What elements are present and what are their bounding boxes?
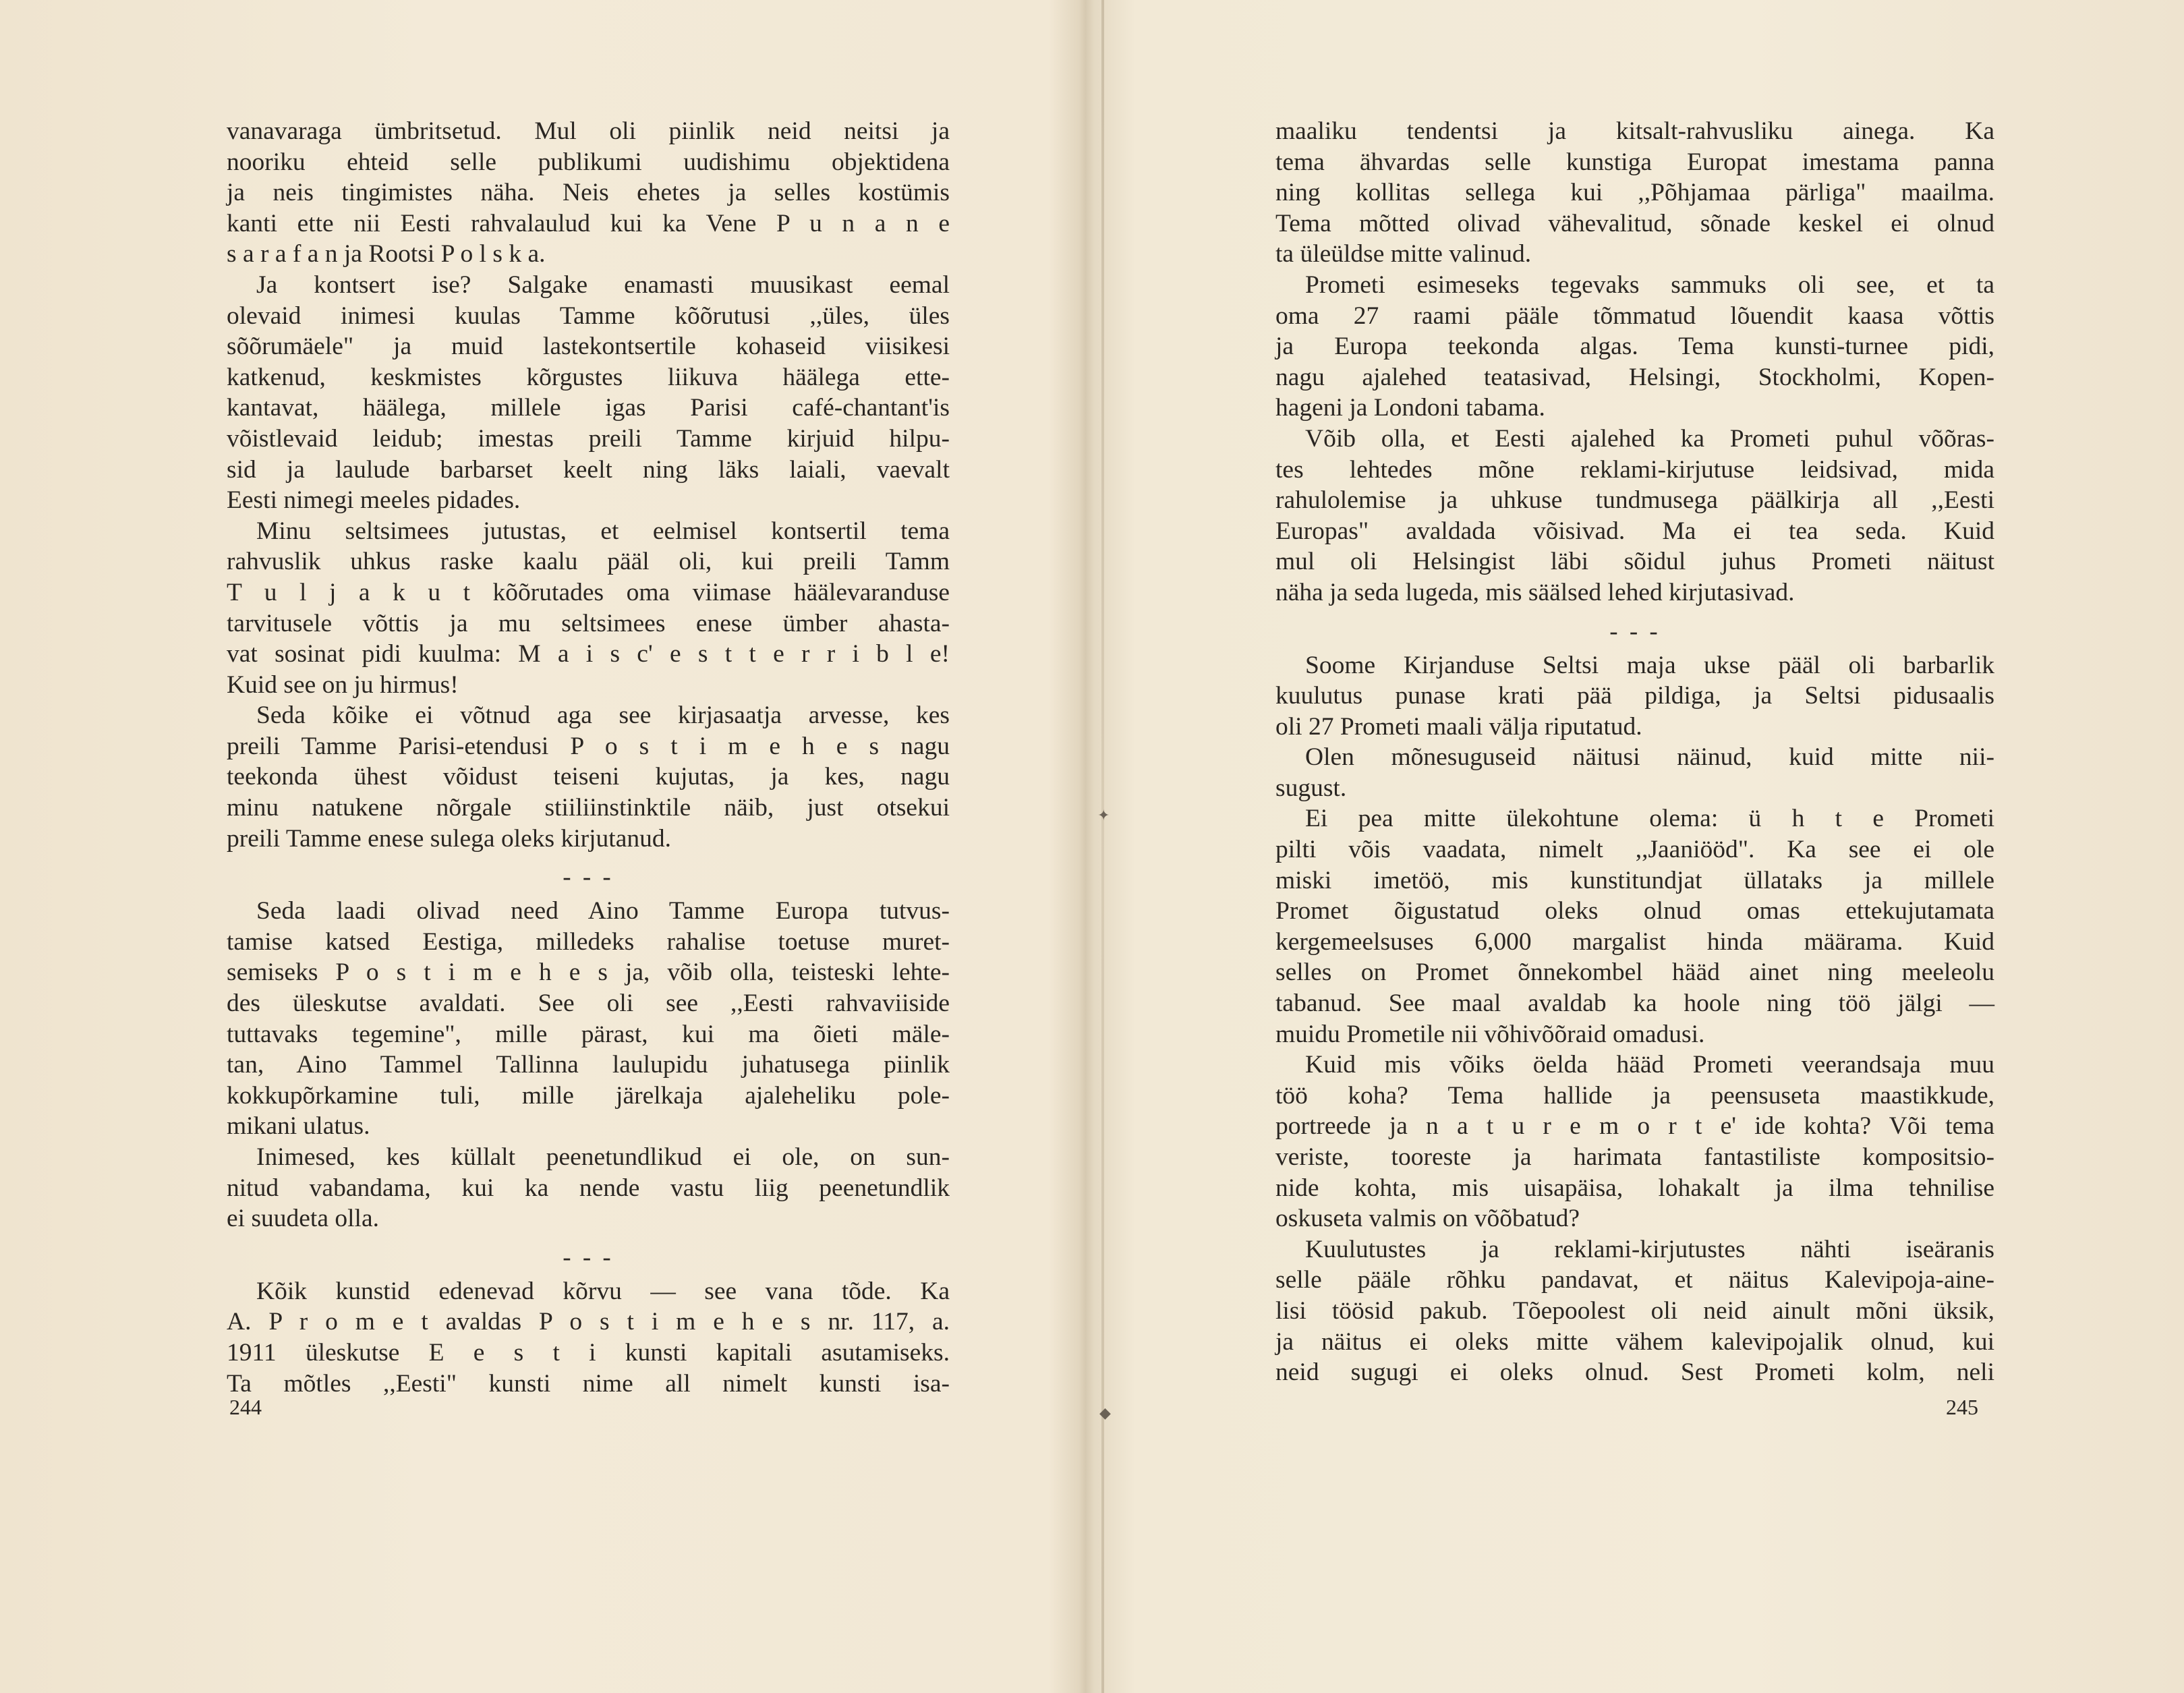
- text-line: Prometi esimeseks tegevaks sammuks oli see, et ta: [1305, 270, 1994, 299]
- text-line: Seda laadi olivad need Aino Tamme Europa tutvus-: [256, 897, 950, 925]
- text-line: oli 27 Prometi maali välja riputatud.: [1275, 712, 1642, 741]
- text-line: vanavaraga ümbritsetud. Mul oli piinlik neid neitsi ja: [227, 117, 950, 145]
- text-line: kergemeelsuses 6,000 margalist hinda määrama. Kuid: [1275, 927, 1994, 956]
- text-line: Kuulutustes ja reklami-kirjutustes nähti iseäranis: [1305, 1235, 1994, 1263]
- text-line: selle pääle rõhku pandavat, et näitus Kalevipoja-aine-: [1275, 1266, 1994, 1294]
- text-line: T u l j a k u t kõõrutades oma viimase häälevaranduse: [227, 578, 950, 606]
- text-line: Olen mõnesuguseid näitusi näinud, kuid mitte nii-: [1305, 743, 1994, 772]
- text-line: Eesti nimegi meeles pidades.: [227, 486, 521, 515]
- text-line: Tema mõtted olivad vähevalitud, sõnade keskel ei olnud: [1275, 209, 1994, 237]
- text-line: s a r a f a n ja Rootsi P o l s k a.: [227, 240, 546, 268]
- text-line: 1911 üleskutse E e s t i kunsti kapitali asutamiseks.: [227, 1338, 950, 1367]
- text-line: nide kohta, mis uisapäisa, lohakalt ja ilma tehnilise: [1275, 1174, 1994, 1202]
- text-line: ja neis tingimistes näha. Neis ehetes ja selles kostümis: [227, 179, 950, 207]
- book-gutter: [1101, 0, 1104, 1693]
- section-separator: - - -: [563, 1243, 614, 1271]
- section-separator: - - -: [563, 863, 614, 892]
- text-line: Ei pea mitte ülekohtune olema: ü h t e Prometi: [1305, 805, 1994, 833]
- left-page-text: [227, 116, 950, 1399]
- text-line: des üleskutse avaldati. See oli see ,,Eesti rahvaviiside: [227, 989, 950, 1018]
- text-line: vat sosinat pidi kuulma: M a i s c' e s t t e r r i b l e!: [227, 640, 950, 668]
- text-line: tarvitusele võttis ja mu seltsimees enese ümber ahasta-: [227, 609, 950, 637]
- text-line: võistlevaid leidub; imestas preili Tamme kirjuid hilpu-: [227, 424, 950, 453]
- text-line: ei suudeta olla.: [227, 1205, 379, 1233]
- text-line: tan, Aino Tammel Tallinna laulupidu juhatusega piinlik: [227, 1051, 950, 1079]
- text-line: Kuid mis võiks öelda hääd Prometi veerandsaja muu: [1305, 1051, 1994, 1079]
- text-line: kuulutus punase krati pää pildiga, ja Seltsi pidusaalis: [1275, 682, 1994, 710]
- text-line: tabanud. See maal avaldab ka hoole ning töö jälgi —: [1275, 989, 1994, 1018]
- text-line: mul oli Helsingist läbi sõidul juhus Prometi näitust: [1275, 548, 1994, 576]
- right-page-number: 245: [1946, 1395, 1978, 1419]
- text-line: ja näitus ei oleks mitte vähem kalevipojalik olnud, kui: [1275, 1327, 1994, 1356]
- left-page-number: 244: [229, 1395, 262, 1419]
- gutter-mark: ✦: [1097, 807, 1110, 824]
- text-line: hageni ja Londoni tabama.: [1275, 394, 1545, 422]
- text-line: oma 27 raami pääle tõmmatud lõuendit kaasa võttis: [1275, 302, 1994, 330]
- text-line: tema ähvardas selle kunstiga Europat imestama panna: [1275, 148, 1994, 176]
- text-line: töö koha? Tema hallide ja peensuseta maastikkude,: [1275, 1081, 1994, 1110]
- text-line: preili Tamme Parisi-etendusi P o s t i m e h e s nagu: [227, 732, 950, 760]
- text-line: nooriku ehteid selle publikumi uudishimu objektidena: [227, 148, 950, 176]
- text-line: pilti võis vaadata, nimelt ,,Jaaniööd". Ka see ei ole: [1275, 836, 1994, 864]
- text-line: rahvuslik uhkus raske kaalu pääl oli, kui preili Tamm: [227, 548, 950, 576]
- text-line: minu natukene nõrgale stiiliinstinktile näib, just otsekui: [227, 794, 950, 822]
- text-line: Ja kontsert ise? Salgake enamasti muusikast eemal: [256, 270, 950, 299]
- text-line: Seda kõike ei võtnud aga see kirjasaatja arvesse, kes: [256, 701, 950, 730]
- text-line: kantavat, häälega, millele igas Parisi café-chantant'is: [227, 394, 950, 422]
- text-line: tamise katsed Eestiga, milledeks rahalise toetuse muret-: [227, 927, 950, 956]
- text-line: ja Europa teekonda algas. Tema kunsti-turnee pidi,: [1275, 333, 1994, 361]
- text-line: muidu Prometile nii võhivõõraid omadusi.: [1275, 1020, 1705, 1048]
- text-line: katkenud, keskmistes kõrgustes liikuva häälega ette-: [227, 363, 950, 391]
- text-line: teekonda ühest võidust teiseni kujutas, ja kes, nagu: [227, 763, 950, 791]
- text-line: selles on Promet õnnekombel hääd ainet ning meeleolu: [1275, 958, 1994, 987]
- text-line: lisi töösid pakub. Tõepoolest oli neid ainult mõni üksik,: [1275, 1296, 1994, 1325]
- text-line: Kuid see on ju hirmus!: [227, 670, 459, 699]
- text-line: semiseks P o s t i m e h e s ja, võib olla, teisteski lehte-: [227, 958, 950, 987]
- text-line: kokkupõrkamine tuli, mille järelkaja ajaleheliku pole-: [227, 1081, 950, 1110]
- text-line: oskuseta valmis on võõbatud?: [1275, 1205, 1580, 1233]
- text-line: sugust.: [1275, 774, 1347, 802]
- section-separator: - - -: [1609, 617, 1661, 645]
- text-line: neid sugugi ei oleks olnud. Sest Prometi kolm, neli: [1275, 1358, 1994, 1387]
- text-line: miski imetöö, mis kunstitundjat üllataks ja millele: [1275, 866, 1994, 894]
- right-page-text: [1275, 116, 1994, 1388]
- text-line: olevaid inimesi kuulas Tamme kõõrutusi ,,üles, üles: [227, 302, 950, 330]
- text-line: tes lehtedes mõne reklami-kirjutuse leidsivad, mida: [1275, 455, 1994, 484]
- text-line: maaliku tendentsi ja kitsalt-rahvusliku ainega. Ka: [1275, 117, 1994, 145]
- text-line: A. P r o m e t avaldas P o s t i m e h e s nr. 117, a.: [227, 1308, 950, 1336]
- text-line: mikani ulatus.: [227, 1112, 370, 1141]
- text-line: Ta mõtles ,,Eesti" kunsti nime all nimelt kunsti isa-: [227, 1369, 950, 1398]
- text-line: ta üleüldse mitte valinud.: [1275, 240, 1532, 268]
- text-line: Minu seltsimees jutustas, et eelmisel kontsertil tema: [256, 517, 950, 545]
- text-line: sid ja laulude barbarset keelt ning läks laiali, vaevalt: [227, 455, 950, 484]
- text-line: veriste, tooreste ja harimata fantastiliste kompositsio-: [1275, 1143, 1994, 1171]
- text-line: Kõik kunstid edenevad kõrvu — see vana tõde. Ka: [256, 1277, 950, 1305]
- text-line: Võib olla, et Eesti ajalehed ka Prometi puhul võõras-: [1305, 424, 1994, 453]
- text-line: rahulolemise ja uhkuse tundmusega päälkirja all ,,Eesti: [1275, 486, 1994, 515]
- text-line: nagu ajalehed teatasivad, Helsingi, Stockholmi, Kopen-: [1275, 363, 1994, 391]
- text-line: preili Tamme enese sulega oleks kirjutanud.: [227, 824, 671, 853]
- gutter-mark: ◆: [1099, 1404, 1111, 1421]
- text-line: Inimesed, kes küllalt peenetundlikud ei ole, on sun-: [256, 1143, 950, 1171]
- text-line: nitud vabandama, kui ka nende vastu liig peenetundlik: [227, 1174, 950, 1202]
- text-line: Promet õigustatud oleks olnud omas ettekujutamata: [1275, 897, 1994, 925]
- text-line: ning kollitas sellega kui ,,Põhjamaa pärliga" maailma.: [1275, 179, 1994, 207]
- text-line: Europas" avaldada võisivad. Ma ei tea seda. Kuid: [1275, 517, 1994, 545]
- text-line: sõõrumäele" ja muid lastekontsertile kohaseid viisikesi: [227, 333, 950, 361]
- text-line: kanti ette nii Eesti rahvalaulud kui ka Vene P u n a n e: [227, 209, 950, 237]
- text-line: portreede ja n a t u r e m o r t e' ide kohta? Või tema: [1275, 1112, 1994, 1141]
- text-line: Soome Kirjanduse Seltsi maja ukse pääl oli barbarlik: [1305, 651, 1994, 679]
- text-line: tuttavaks tegemine", mille pärast, kui ma õieti mäle-: [227, 1020, 950, 1048]
- text-line: näha ja seda lugeda, mis säälsed lehed kirjutasivad.: [1275, 578, 1795, 606]
